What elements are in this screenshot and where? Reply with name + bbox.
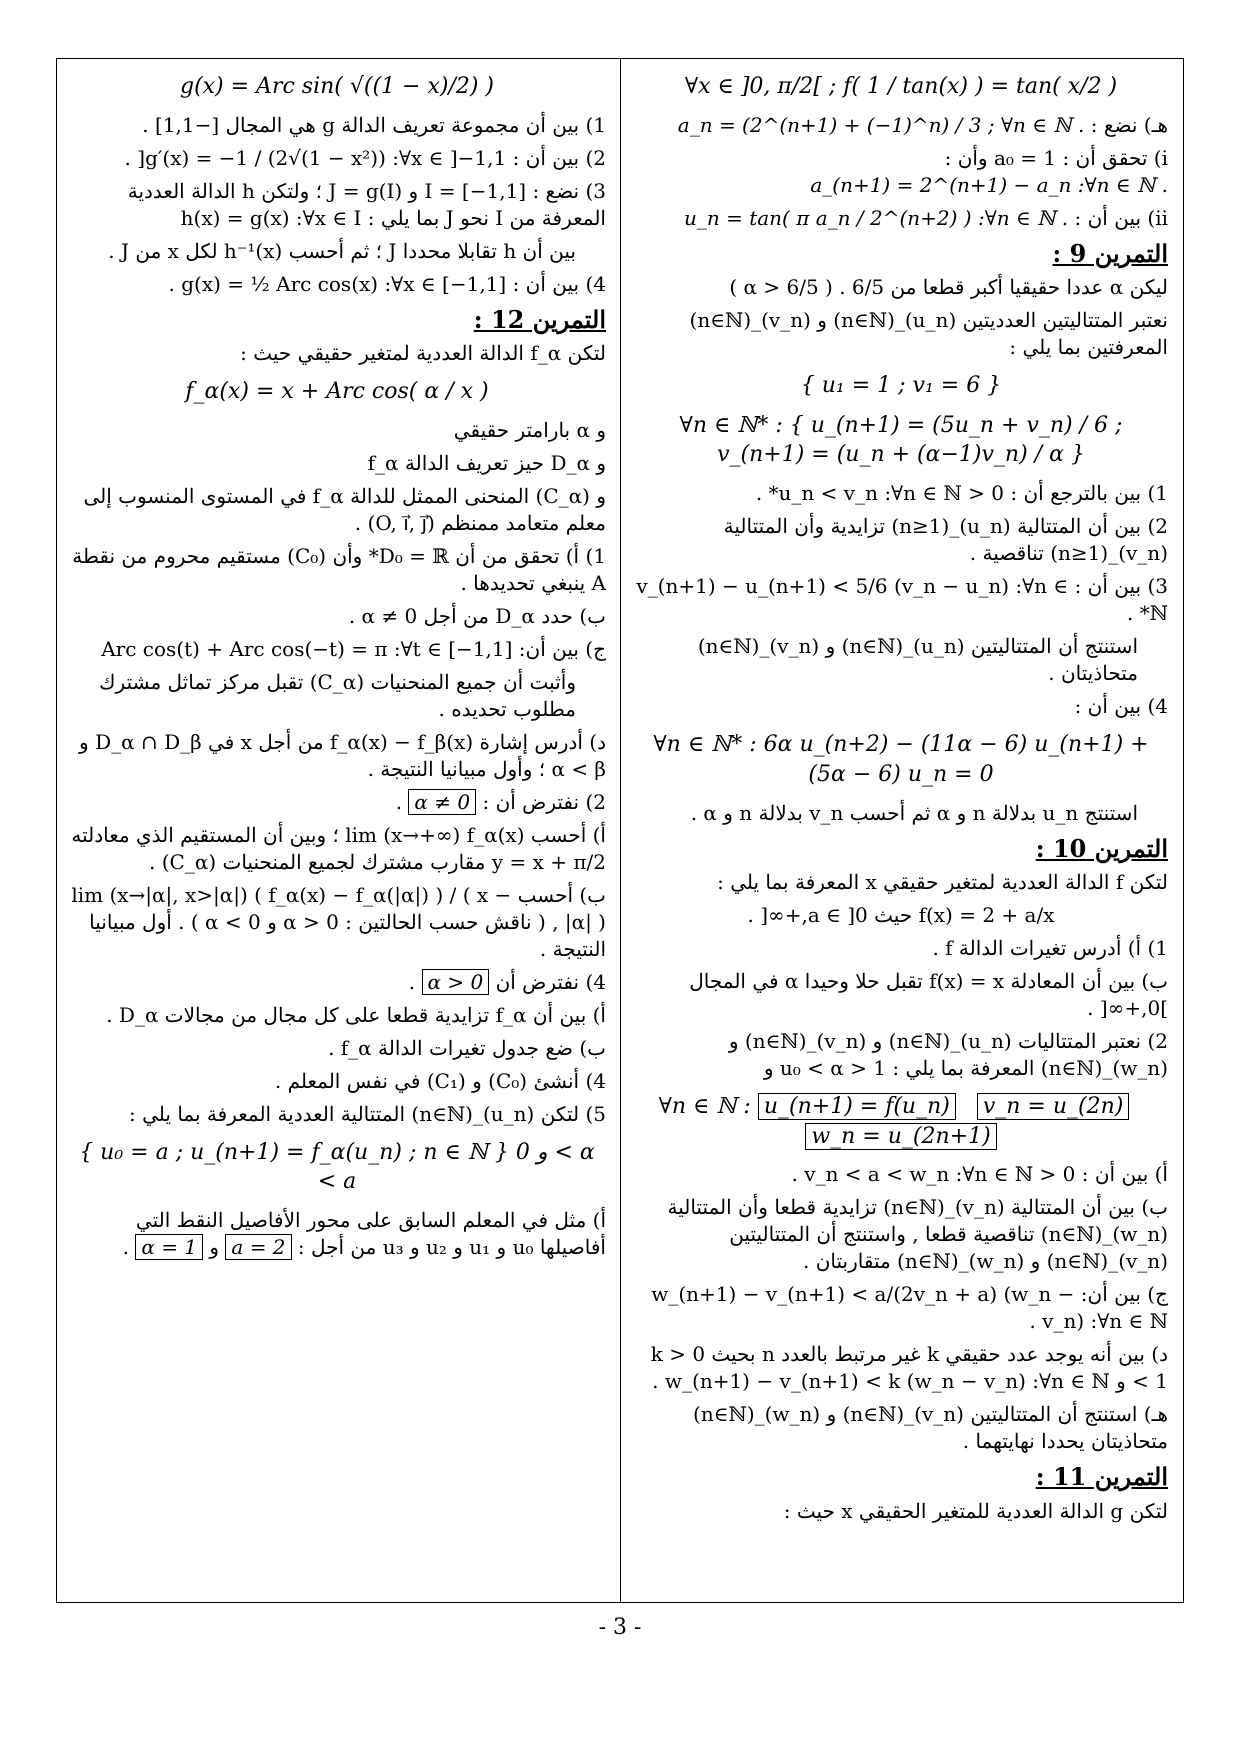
- ex11-q1: 1) بين أن مجموعة تعريف الدالة g هي المجال [−1,1] .: [142, 112, 606, 137]
- ex12-line-3: و D_α حيز تعريف الدالة f_α: [367, 450, 606, 475]
- ex12-q2-text: 2) نفترض أن :: [482, 789, 606, 814]
- ex10-q2a: أ) بين أن : 0 < v_n < a < w_n :∀n ∈ ℕ .: [791, 1162, 1168, 1187]
- ex12-f-alpha-definition: f_α(x) = x + Arc cos( α / x ): [185, 379, 489, 405]
- ex9-q1: 1) بين بالترجع أن : 0 < u_n < v_n :∀n ∈ ℕ* .: [755, 481, 1168, 506]
- exercise-11-title: التمرين 11 :: [1035, 1462, 1168, 1492]
- ex10-q2e: هـ) استنتج أن المتتاليتين (v_n)_(n∈ℕ) و (w_n)_(n∈ℕ) متحاذيتان يحددا نهايتهما .: [693, 1402, 1168, 1454]
- part-ii-text: ii) بين أن :: [1074, 205, 1168, 230]
- exercise-9-title: التمرين 9 :: [1052, 238, 1168, 268]
- f-tan-identity: ∀x ∈ ]0, π/2[ ; f( 1 / tan(x) ) = tan( x/2 ): [684, 74, 1118, 99]
- left-column: [62, 62, 614, 1597]
- ex9-q3: 3) بين أن : v_(n+1) − u_(n+1) < 5/6 (v_n − u_n) :∀n ∈ ℕ* .: [636, 574, 1168, 626]
- g-definition: g(x) = Arc sin( √((1 − x)/2) ): [179, 74, 495, 99]
- ex12-q1a: 1) أ) تحقق من أن D₀ = ℝ* وأن (C₀) مستقيم محروم من نقطة A ينبغي تحديدها .: [72, 543, 606, 595]
- ex10-box-u: u_(n+1) = f(u_n): [758, 1093, 956, 1120]
- ex11-q3: 3) نضع : I = [−1,1] و J = g(I) ؛ ولتكن h الدالة العددية المعرفة من I نحو J بما يلي : h(x) = g(x) :∀x ∈ I: [127, 178, 606, 230]
- ex9-line-2: نعتبر المتتاليتين العدديتين (u_n)_(n∈ℕ) و (v_n)_(n∈ℕ) المعرفتين بما يلي :: [689, 308, 1168, 360]
- ex10-line-1: لتكن f الدالة العددية لمتغير حقيقي x المعرفة بما يلي :: [717, 869, 1168, 894]
- ex12-q2: 2) نفترض أن : α ≠ 0 .: [395, 789, 606, 814]
- ex12-q1b: ب) حدد D_α من أجل α ≠ 0 .: [348, 603, 606, 628]
- right-column: [628, 62, 1176, 1597]
- ex10-line-2: f(x) = 2 + a/x حيث a ∈ ]0,+∞[ .: [747, 902, 1055, 927]
- ex12-line-2: و α بارامتر حقيقي: [453, 417, 606, 442]
- ex10-q2b: ب) بين أن المتتالية (v_n)_(n∈ℕ) تزايدية قطعا وأن المتتالية (w_n)_(n∈ℕ) تناقصية قطعا , واستنتج أن المتتاليتين (v_n)_(n∈ℕ) و (w_n)_(n∈ℕ) متقاربتان .: [667, 1195, 1168, 1274]
- ex12-q5a-text: أ) مثل في المعلم السابق على محور الأفاصيل النقط التي أفاصيلها u₀ و u₁ و u₂ و u₃ من أجل :: [135, 1208, 606, 1260]
- part-h-formula: a_n = (2^(n+1) + (−1)^n) / 3 ; ∀n ∈ ℕ .: [677, 112, 1085, 137]
- ex10-q2d: د) بين أنه يوجد عدد حقيقي k غير مرتبط بالعدد n بحيث 0 < k < 1 و w_(n+1) − v_(n+1) < k (w_n − v_n) :∀n ∈ ℕ .: [650, 1342, 1168, 1394]
- ex12-q5a-box-alpha: α = 1: [135, 1234, 203, 1260]
- ex12-q4c: 4) أنشئ (C₀) و (C₁) في نفس المعلم .: [274, 1068, 606, 1093]
- ex12-q5a-box-a: a = 2: [225, 1234, 291, 1260]
- ex10-definitions: [634, 1092, 1168, 1151]
- column-divider: [620, 58, 621, 1603]
- ex12-q2a: أ) أحسب lim (x→+∞) f_α(x) ؛ وبين أن المستقيم الذي معادلته y = x + π/2 مقارب مشترك لجميع المنحنيات (C_α) .: [71, 822, 606, 874]
- ex12-q1c: ج) بين أن: Arc cos(t) + Arc cos(−t) = π :∀t ∈ [−1,1]: [101, 636, 606, 661]
- ex9-q4b: استنتج u_n بدلالة n و α ثم أحسب v_n بدلالة n و α .: [690, 800, 1138, 825]
- exercise-12-title: التمرين 12 :: [473, 304, 606, 334]
- part-i: [634, 145, 1168, 199]
- ex9-q2: 2) بين أن المتتالية (u_n)_(n≥1) تزايدية وأن المتتالية (v_n)_(n≥1) تناقصية .: [723, 514, 1168, 566]
- ex10-box-v: v_n = u_(2n): [977, 1093, 1130, 1120]
- ex12-line-4: و (C_α) المنحنى الممثل للدالة f_α في المستوى المنسوب إلى معلم متعامد ممنظم (O, i⃗, j⃗) .: [83, 483, 606, 535]
- ex12-q2b: ب) أحسب lim (x→|α|, x>|α|) ( f_α(x) − f_α(|α|) ) / ( x − |α| ) , ( ناقش حسب الحالتين : α > 0 و α < 0 ) . أول مبيانيا النتيجة .: [71, 882, 606, 961]
- ex9-q3b: استنتج أن المتتاليتين (u_n)_(n∈ℕ) و (v_n)_(n∈ℕ) متحاذيتان .: [697, 634, 1138, 686]
- ex12-q4b: ب) ضع جدول تغيرات الدالة f_α .: [328, 1035, 606, 1060]
- part-i-text: i) تحقق أن : a₀ = 1 وأن :: [944, 145, 1168, 170]
- ex10-forall: ∀n ∈ ℕ :: [658, 1093, 751, 1119]
- ex11-q2: 2) بين أن : g′(x) = −1 / (2√(1 − x²)) :∀x ∈ ]−1,1[ .: [124, 145, 606, 170]
- ex9-initial-values: { u₁ = 1 ; v₁ = 6 }: [800, 373, 1002, 399]
- ex9-recurrence: ∀n ∈ ℕ* : { u_(n+1) = (5u_n + v_n) / 6 ; v_(n+1) = (u_n + (α−1)v_n) / α }: [679, 412, 1123, 468]
- ex12-q5: 5) لتكن (u_n)_(n∈ℕ) المتتالية العددية المعرفة بما يلي :: [129, 1101, 606, 1126]
- ex10-box-w: w_n = u_(2n+1): [805, 1123, 996, 1150]
- ex12-q5-system: { u₀ = a ; u_(n+1) = f_α(u_n) ; n ∈ ℕ } و 0 < α < a: [79, 1139, 595, 1195]
- ex10-q1b: ب) بين أن المعادلة f(x) = x تقبل حلا وحيدا α في المجال ]0,+∞[ .: [689, 968, 1168, 1020]
- part-h-label: هـ) نضع :: [1090, 112, 1168, 137]
- ex9-line-1: ليكن α عددا حقيقيا أكبر قطعا من 6/5 . ( α > 6/5 ): [729, 275, 1168, 300]
- ex10-q2c: ج) بين أن: w_(n+1) − v_(n+1) < a/(2v_n + a) (w_n − v_n) :∀n ∈ ℕ .: [651, 1282, 1168, 1334]
- ex11-line-1: لتكن g الدالة العددية للمتغير الحقيقي x حيث :: [783, 1498, 1168, 1523]
- ex12-q1d: د) أدرس إشارة f_α(x) − f_β(x) من أجل x في D_α ∩ D_β و α < β ؛ وأول مبيانيا النتيجة .: [79, 729, 606, 781]
- ex10-q2: 2) نعتبر المتتاليات (u_n)_(n∈ℕ) و (v_n)_(n∈ℕ) و (w_n)_(n∈ℕ) المعرفة بما يلي : 1 < u₀ < α و: [728, 1028, 1168, 1080]
- part-h: [634, 112, 1168, 139]
- ex12-q4-box: α > 0: [422, 969, 490, 995]
- ex9-q4-formula: ∀n ∈ ℕ* : 6α u_(n+2) − (11α − 6) u_(n+1) + (5α − 6) u_n = 0: [653, 732, 1149, 787]
- part-i-formula: a_(n+1) = 2^(n+1) − a_n :∀n ∈ ℕ .: [810, 172, 1168, 197]
- ex12-q2-box: α ≠ 0: [408, 789, 476, 815]
- ex10-q1a: 1) أ) أدرس تغيرات الدالة f .: [932, 935, 1168, 960]
- ex12-q1c2: وأثبت أن جميع المنحنيات (C_α) تقبل مركز تماثل مشترك مطلوب تحديده .: [99, 669, 576, 721]
- exercise-10-title: التمرين 10 :: [1035, 833, 1168, 863]
- ex12-line-1: لتكن f_α الدالة العددية لمتغير حقيقي حيث :: [240, 341, 606, 366]
- ex11-q3b: بين أن h تقابلا محددا J ؛ ثم أحسب h⁻¹(x) لكل x من J .: [108, 238, 576, 263]
- ex9-q4: 4) بين أن :: [1074, 694, 1168, 719]
- ex12-q4a: أ) بين أن f_α تزايدية قطعا على كل مجال من مجالات D_α .: [106, 1002, 606, 1027]
- part-ii-formula: u_n = tan( π a_n / 2^(n+2) ) :∀n ∈ ℕ .: [683, 205, 1069, 230]
- ex12-q4: 4) نفترض أن α > 0 .: [408, 969, 606, 994]
- ex11-q4: 4) بين أن : g(x) = ½ Arc cos(x) :∀x ∈ [−1,1] .: [168, 271, 606, 296]
- part-ii: [634, 205, 1168, 232]
- page-number: - 3 -: [598, 1615, 642, 1640]
- ex12-q5a: أ) مثل في المعلم السابق على محور الأفاصيل النقط التي أفاصيلها u₀ و u₁ و u₂ و u₃ من أجل : a = 2 و α = 1 .: [122, 1208, 606, 1260]
- ex12-q4-text: 4) نفترض أن: [495, 969, 606, 994]
